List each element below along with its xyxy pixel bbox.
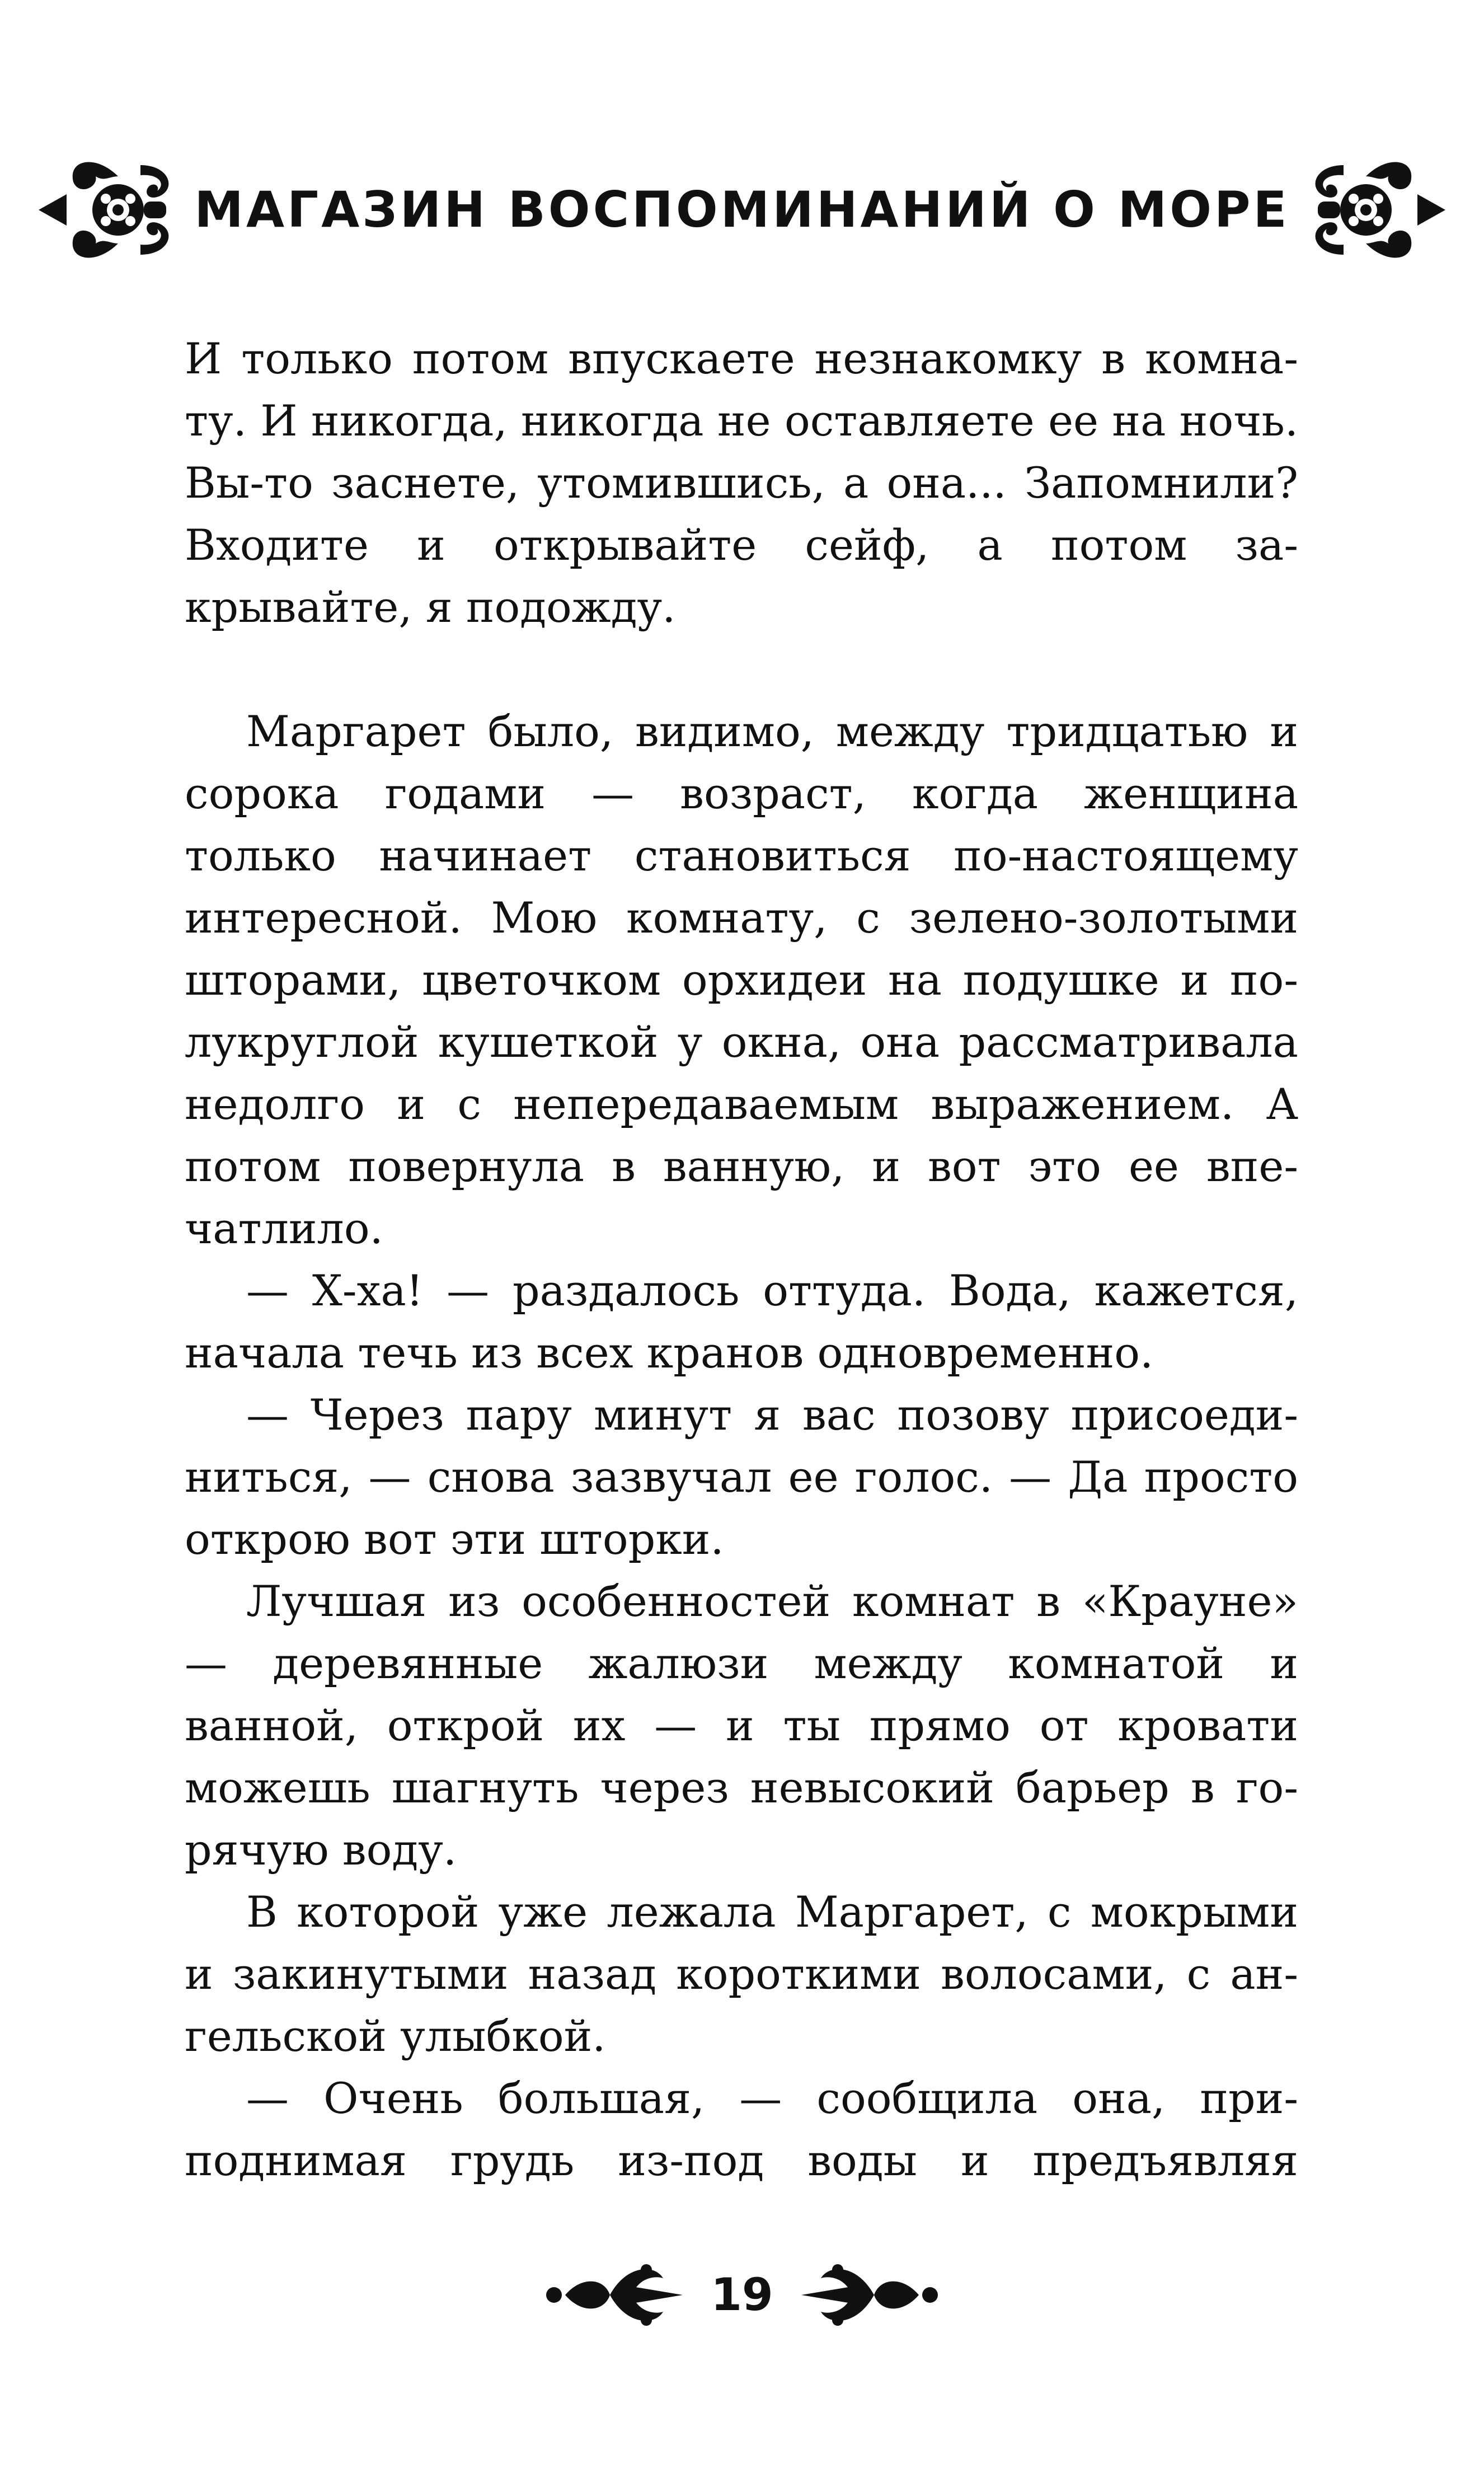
paragraph-7: — Очень большая, — сообщила она, приподнимая грудь из-под воды и предъявляя bbox=[185, 2073, 1298, 2185]
scroll-ornament-icon bbox=[34, 143, 180, 277]
page-body-text bbox=[185, 327, 1298, 2191]
running-header bbox=[168, 140, 1316, 280]
running-head-title: МАГАЗИН ВОСПОМИНАНИЙ О МОРЕ bbox=[194, 181, 1290, 238]
paragraph-2: Маргарет было, видимо, между тридцатью и сорока годами — возраст, когда женщина только начинает становиться по-настоящему интересной. Мою комнату, с зелено-золотыми шторами, цветочком орхидеи на подушке и полукруглой кушеткой у окна, она рассматривала недолго и с непередаваемым выражением. А потом повернула в ванную, и вот это ее впечатлило. bbox=[185, 706, 1298, 1253]
fleuron-icon bbox=[796, 2253, 941, 2337]
paragraph-1: И только потом впускаете незнакомку в комнату. И никогда, никогда не оставляете ее на ночь. Вы-то заснете, утомившись, а она... Запомнили? Входите и открывайте сейф, а потом закрывайте, я подожду. bbox=[185, 334, 1298, 632]
paragraph-4: — Через пару минут я вас позову присоединиться, — снова зазвучал ее голос. — Да просто открою вот эти шторки. bbox=[185, 1390, 1298, 1564]
paragraph-6: В которой уже лежала Маргарет, с мокрыми и закинутыми назад короткими волосами, с ангельской улыбкой. bbox=[185, 1887, 1298, 2061]
page-number: 19 bbox=[711, 2269, 773, 2321]
scroll-ornament-icon bbox=[1304, 143, 1450, 277]
section-break bbox=[185, 638, 1298, 700]
paragraph-5: Лучшая из особенностей комнат в «Крауне» — деревянные жалюзи между комнатой и ванной, открой их — и ты прямо от кровати можешь шагнуть через невысокий барьер в горячую воду. bbox=[185, 1576, 1298, 1875]
fleuron-icon bbox=[543, 2253, 688, 2337]
folio bbox=[537, 2239, 947, 2351]
paragraph-3: — Х-ха! — раздалось оттуда. Вода, кажется, начала течь из всех кранов одновременно. bbox=[185, 1266, 1298, 1378]
